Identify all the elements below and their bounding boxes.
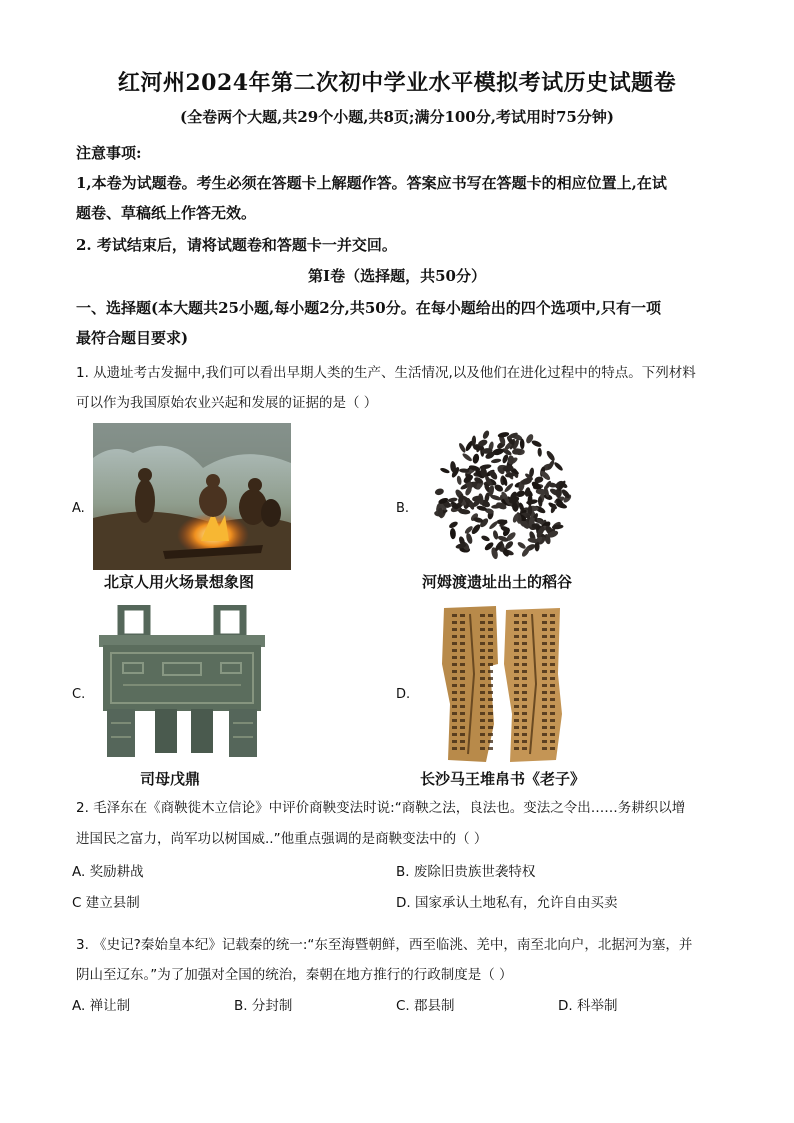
manuscript-glyph bbox=[550, 691, 555, 694]
manuscript-glyph bbox=[488, 691, 493, 694]
manuscript-glyph bbox=[550, 663, 555, 666]
manuscript-glyph bbox=[514, 719, 519, 722]
manuscript-glyph bbox=[514, 726, 519, 729]
manuscript-glyph bbox=[550, 684, 555, 687]
manuscript-glyph bbox=[542, 719, 547, 722]
manuscript-glyph bbox=[542, 712, 547, 715]
rice-grain bbox=[434, 488, 444, 497]
manuscript-glyph bbox=[460, 740, 465, 743]
q2-stem-line-2: 进国民之富力，尚军功以树国威..”他重点强调的是商鞅变法中的（ ） bbox=[76, 831, 488, 847]
rice-grain bbox=[482, 429, 491, 439]
manuscript-glyph bbox=[488, 740, 493, 743]
manuscript-glyph bbox=[542, 705, 547, 708]
q1-option-a-letter[interactable]: A. bbox=[72, 501, 85, 516]
manuscript-glyph bbox=[488, 705, 493, 708]
manuscript-glyph bbox=[452, 691, 457, 694]
manuscript-glyph bbox=[550, 614, 555, 617]
manuscript-glyph bbox=[488, 747, 493, 750]
manuscript-glyph bbox=[452, 642, 457, 645]
manuscript-glyph bbox=[488, 642, 493, 645]
manuscript-glyph bbox=[480, 684, 485, 687]
manuscript-glyph bbox=[488, 621, 493, 624]
manuscript-glyph bbox=[514, 663, 519, 666]
rice-grain bbox=[480, 534, 490, 542]
manuscript-glyph bbox=[522, 719, 527, 722]
manuscript-glyph bbox=[522, 649, 527, 652]
manuscript-glyph bbox=[514, 740, 519, 743]
manuscript-glyph bbox=[452, 614, 457, 617]
q1-option-c-caption: 司母戊鼎 bbox=[140, 770, 201, 788]
manuscript-glyph bbox=[514, 614, 519, 617]
manuscript-glyph bbox=[514, 635, 519, 638]
manuscript-glyph bbox=[480, 747, 485, 750]
manuscript-glyph bbox=[550, 705, 555, 708]
manuscript-glyph bbox=[480, 642, 485, 645]
manuscript-glyph bbox=[488, 614, 493, 617]
manuscript-glyph bbox=[522, 642, 527, 645]
manuscript-glyph bbox=[488, 684, 493, 687]
manuscript-glyph bbox=[460, 614, 465, 617]
manuscript-glyph bbox=[542, 649, 547, 652]
manuscript-glyph bbox=[514, 691, 519, 694]
manuscript-glyph bbox=[452, 698, 457, 701]
manuscript-glyph bbox=[460, 628, 465, 631]
notice-heading: 注意事项: bbox=[76, 144, 142, 162]
manuscript-glyph bbox=[480, 677, 485, 680]
manuscript-glyph bbox=[480, 698, 485, 701]
manuscript-glyph bbox=[480, 649, 485, 652]
manuscript-glyph bbox=[488, 698, 493, 701]
manuscript-glyph bbox=[514, 733, 519, 736]
exam-title: 红河州2024年第二次初中学业水平模拟考试历史试题卷 bbox=[117, 70, 677, 96]
manuscript-glyph bbox=[480, 670, 485, 673]
manuscript-glyph bbox=[522, 635, 527, 638]
manuscript-glyph bbox=[542, 635, 547, 638]
q1-option-b-letter[interactable]: B. bbox=[396, 501, 410, 516]
q2-option-d[interactable]: D. 国家承认土地私有，允许自由买卖 bbox=[396, 895, 618, 911]
manuscript-glyph bbox=[550, 642, 555, 645]
rice-grain bbox=[450, 528, 457, 540]
manuscript-glyph bbox=[522, 733, 527, 736]
manuscript-glyph bbox=[460, 733, 465, 736]
manuscript-glyph bbox=[542, 747, 547, 750]
manuscript-glyph bbox=[480, 733, 485, 736]
manuscript-glyph bbox=[488, 677, 493, 680]
manuscript-glyph bbox=[542, 726, 547, 729]
manuscript-glyph bbox=[542, 614, 547, 617]
manuscript-glyph bbox=[480, 628, 485, 631]
manuscript-glyph bbox=[542, 621, 547, 624]
manuscript-glyph bbox=[514, 670, 519, 673]
manuscript-glyph bbox=[522, 677, 527, 680]
manuscript-glyph bbox=[522, 712, 527, 715]
manuscript-glyph bbox=[542, 698, 547, 701]
q2-option-b[interactable]: B. 废除旧贵族世袭特权 bbox=[396, 864, 536, 880]
manuscript-glyph bbox=[452, 733, 457, 736]
manuscript-glyph bbox=[460, 726, 465, 729]
simuwu-ding-image bbox=[93, 605, 271, 763]
manuscript-glyph bbox=[542, 691, 547, 694]
manuscript-glyph bbox=[460, 747, 465, 750]
section-heading-line-1: 一、选择题(本大题共25小题,每小题2分,共50分。在每小题给出的四个选项中,只有一项 bbox=[76, 299, 661, 317]
manuscript-glyph bbox=[550, 670, 555, 673]
manuscript-glyph bbox=[522, 691, 527, 694]
rice-grains-image bbox=[423, 427, 581, 567]
rice-grain bbox=[458, 442, 467, 453]
manuscript-glyph bbox=[460, 712, 465, 715]
manuscript-glyph bbox=[522, 726, 527, 729]
manuscript-glyph bbox=[522, 684, 527, 687]
manuscript-glyph bbox=[522, 698, 527, 701]
manuscript-glyph bbox=[514, 712, 519, 715]
manuscript-glyph bbox=[452, 712, 457, 715]
manuscript-glyph bbox=[452, 677, 457, 680]
manuscript-glyph bbox=[488, 635, 493, 638]
manuscript-glyph bbox=[452, 635, 457, 638]
rice-grain bbox=[492, 530, 499, 540]
manuscript-glyph bbox=[480, 656, 485, 659]
manuscript-glyph bbox=[460, 621, 465, 624]
manuscript-glyph bbox=[488, 712, 493, 715]
manuscript-glyph bbox=[452, 656, 457, 659]
manuscript-glyph bbox=[480, 740, 485, 743]
manuscript-glyph bbox=[550, 719, 555, 722]
manuscript-glyph bbox=[514, 621, 519, 624]
manuscript-glyph bbox=[550, 726, 555, 729]
q1-option-d-letter[interactable]: D. bbox=[396, 687, 411, 702]
manuscript-glyph bbox=[514, 628, 519, 631]
manuscript-glyph bbox=[522, 670, 527, 673]
notice-item-1-line-1: 1,本卷为试题卷。考生必须在答题卡上解题作答。答案应书写在答题卡的相应位置上,在试 bbox=[76, 174, 667, 192]
manuscript-glyph bbox=[488, 628, 493, 631]
manuscript-glyph bbox=[522, 621, 527, 624]
rice-grain bbox=[553, 461, 564, 472]
manuscript-glyph bbox=[550, 621, 555, 624]
manuscript-glyph bbox=[514, 747, 519, 750]
q3-option-c[interactable]: C. 郡县制 bbox=[396, 998, 455, 1014]
q2-option-c[interactable]: C 建立县制 bbox=[72, 895, 140, 911]
manuscript-glyph bbox=[460, 705, 465, 708]
q3-option-b[interactable]: B. 分封制 bbox=[234, 998, 293, 1014]
manuscript-glyph bbox=[460, 691, 465, 694]
manuscript-glyph bbox=[550, 740, 555, 743]
manuscript-glyph bbox=[550, 649, 555, 652]
manuscript-glyph bbox=[460, 635, 465, 638]
manuscript-glyph bbox=[480, 663, 485, 666]
manuscript-glyph bbox=[522, 747, 527, 750]
manuscript-glyph bbox=[452, 628, 457, 631]
section-title: 第Ⅰ卷（选择题，共50分） bbox=[308, 267, 486, 285]
manuscript-glyph bbox=[550, 712, 555, 715]
manuscript-glyph bbox=[452, 747, 457, 750]
manuscript-glyph bbox=[460, 684, 465, 687]
manuscript-glyph bbox=[522, 740, 527, 743]
rice-grain bbox=[472, 453, 480, 464]
manuscript-glyph bbox=[542, 670, 547, 673]
manuscript-glyph bbox=[514, 642, 519, 645]
manuscript-glyph bbox=[480, 621, 485, 624]
exam-subtitle: (全卷两个大题,共29个小题,共8页;满分100分,考试用时75分钟) bbox=[180, 108, 614, 126]
manuscript-glyph bbox=[514, 649, 519, 652]
q3-stem-line-2: 阴山至辽东。”为了加强对全国的统治，秦朝在地方推行的行政制度是（ ） bbox=[76, 967, 513, 983]
manuscript-glyph bbox=[550, 747, 555, 750]
manuscript-glyph bbox=[514, 698, 519, 701]
manuscript-glyph bbox=[522, 663, 527, 666]
q1-option-c-letter[interactable]: C. bbox=[72, 687, 86, 702]
manuscript-glyph bbox=[460, 670, 465, 673]
rice-grain bbox=[497, 535, 509, 543]
manuscript-glyph bbox=[542, 663, 547, 666]
notice-item-1-line-2: 题卷、草稿纸上作答无效。 bbox=[76, 204, 257, 222]
manuscript-glyph bbox=[542, 628, 547, 631]
rice-grain bbox=[448, 520, 459, 529]
manuscript-glyph bbox=[460, 698, 465, 701]
manuscript-glyph bbox=[452, 705, 457, 708]
manuscript-glyph bbox=[542, 740, 547, 743]
rice-grain bbox=[517, 541, 527, 550]
rice-grain bbox=[545, 450, 556, 462]
manuscript-glyph bbox=[460, 642, 465, 645]
manuscript-glyph bbox=[514, 677, 519, 680]
notice-item-2: 2. 考试结束后，请将试题卷和答题卡一并交回。 bbox=[76, 236, 397, 254]
manuscript-glyph bbox=[460, 649, 465, 652]
manuscript-glyph bbox=[452, 649, 457, 652]
q2-stem-line-1: 2. 毛泽东在《商鞅徙木立信论》中评价商鞅变法时说:“商鞅之法，良法也。变法之令出……务耕织以增 bbox=[76, 800, 686, 816]
manuscript-glyph bbox=[452, 719, 457, 722]
rice-grain bbox=[456, 475, 462, 485]
manuscript-glyph bbox=[460, 677, 465, 680]
manuscript-glyph bbox=[488, 649, 493, 652]
manuscript-glyph bbox=[480, 726, 485, 729]
q1-option-b-caption: 河姆渡遗址出土的稻谷 bbox=[422, 573, 573, 591]
q3-option-d[interactable]: D. 科举制 bbox=[558, 998, 618, 1014]
manuscript-glyph bbox=[480, 635, 485, 638]
manuscript-glyph bbox=[542, 642, 547, 645]
manuscript-glyph bbox=[522, 614, 527, 617]
rice-grain bbox=[488, 520, 499, 530]
manuscript-glyph bbox=[452, 726, 457, 729]
manuscript-glyph bbox=[452, 684, 457, 687]
rice-grain bbox=[461, 452, 473, 462]
manuscript-glyph bbox=[488, 670, 493, 673]
manuscript-glyph bbox=[522, 628, 527, 631]
manuscript-glyph bbox=[488, 733, 493, 736]
manuscript-glyph bbox=[550, 677, 555, 680]
q3-stem-line-1: 3. 《史记?秦始皇本纪》记载秦的统一:“东至海暨朝鲜，西至临洮、羌中，南至北向户，北据河为塞，并 bbox=[76, 937, 693, 953]
manuscript-glyph bbox=[480, 719, 485, 722]
rice-grain bbox=[491, 458, 502, 464]
manuscript-glyph bbox=[452, 740, 457, 743]
manuscript-glyph bbox=[522, 656, 527, 659]
manuscript-glyph bbox=[550, 635, 555, 638]
manuscript-glyph bbox=[550, 733, 555, 736]
silk-manuscript-image bbox=[440, 604, 564, 764]
manuscript-glyph bbox=[452, 621, 457, 624]
manuscript-glyph bbox=[514, 656, 519, 659]
manuscript-glyph bbox=[460, 719, 465, 722]
manuscript-glyph bbox=[480, 705, 485, 708]
q1-option-a-caption: 北京人用火场景想象图 bbox=[104, 573, 255, 591]
manuscript-glyph bbox=[460, 663, 465, 666]
manuscript-glyph bbox=[480, 712, 485, 715]
q1-option-d-caption: 长沙马王堆帛书《老子》 bbox=[420, 770, 586, 788]
manuscript-glyph bbox=[488, 719, 493, 722]
manuscript-glyph bbox=[542, 733, 547, 736]
q3-option-a[interactable]: A. 禅让制 bbox=[72, 998, 131, 1014]
manuscript-glyph bbox=[488, 663, 493, 666]
q1-stem-line-1: 1. 从遗址考古发掘中,我们可以看出早期人类的生产、生活情况,以及他们在进化过程中的特点。下列材料 bbox=[76, 365, 696, 381]
manuscript-glyph bbox=[550, 628, 555, 631]
manuscript-glyph bbox=[522, 705, 527, 708]
peking-man-fire-image bbox=[93, 423, 291, 570]
manuscript-glyph bbox=[488, 656, 493, 659]
manuscript-glyph bbox=[550, 656, 555, 659]
manuscript-glyph bbox=[514, 684, 519, 687]
manuscript-glyph bbox=[550, 698, 555, 701]
manuscript-glyph bbox=[542, 656, 547, 659]
manuscript-glyph bbox=[514, 705, 519, 708]
manuscript-glyph bbox=[460, 656, 465, 659]
manuscript-glyph bbox=[542, 684, 547, 687]
q1-stem-line-2: 可以作为我国原始农业兴起和发展的证据的是（ ） bbox=[76, 395, 378, 411]
manuscript-glyph bbox=[480, 691, 485, 694]
manuscript-glyph bbox=[488, 726, 493, 729]
manuscript-glyph bbox=[452, 670, 457, 673]
manuscript-glyph bbox=[452, 663, 457, 666]
q2-option-a[interactable]: A. 奖励耕战 bbox=[72, 864, 144, 880]
manuscript-glyph bbox=[480, 614, 485, 617]
rice-grain bbox=[537, 448, 542, 457]
rice-grain bbox=[440, 467, 451, 474]
rice-grain bbox=[531, 439, 543, 448]
manuscript-glyph bbox=[542, 677, 547, 680]
section-heading-line-2: 最符合题目要求) bbox=[76, 329, 189, 347]
